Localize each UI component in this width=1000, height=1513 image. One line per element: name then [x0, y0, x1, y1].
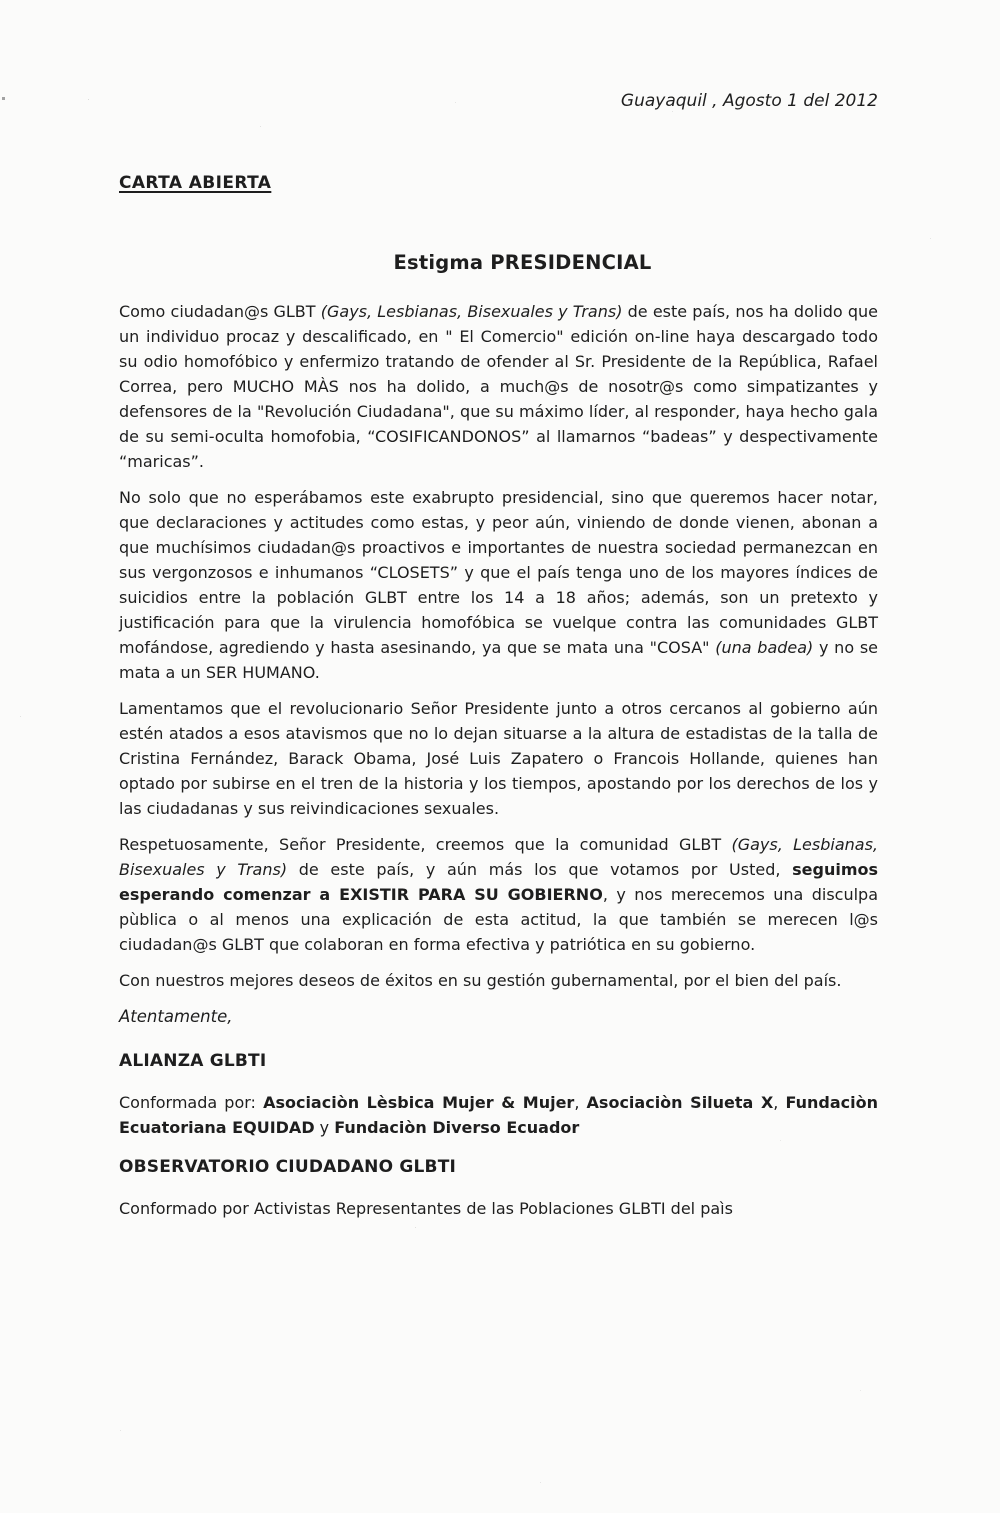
text-segment: Respetuosamente, Señor Presidente, creemos que la comunidad GLBT — [119, 835, 732, 854]
text-segment: Asociaciòn Lèsbica Mujer & Mujer — [263, 1093, 575, 1112]
letter-title: Estigma PRESIDENCIAL — [393, 251, 652, 274]
text-segment: Asociaciòn Silueta X — [586, 1093, 774, 1112]
signature-org-alianza-members — [119, 1090, 878, 1140]
date-line: Guayaquil , Agosto 1 del 2012 — [620, 91, 878, 111]
text-segment: Como ciudadan@s GLBT — [119, 302, 321, 321]
text-segment: Lamentamos que el revolucionario Señor Presidente junto a otros cercanos al gobierno aún estén atados a esos atavismos que no lo dejan situarse a la altura de estadistas de la talla de Cristina Fernández, Barack Obama, José Luis Zapatero o Francois Hollande, quienes han optado por subirse en el tren de la historia y los tiempos, apostando por los derechos de los y las ciudadanas y sus reivindicaciones sexuales. — [119, 699, 878, 818]
signature-org-alianza: ALIANZA GLBTI — [119, 1051, 267, 1071]
closing-salutation: Atentamente, — [119, 1007, 233, 1026]
paragraph-1 — [119, 299, 878, 474]
text-segment: , — [574, 1093, 587, 1112]
text-segment: (una badea) — [715, 638, 814, 657]
paragraph-2 — [119, 485, 878, 685]
paragraph-3 — [119, 696, 878, 821]
letter-heading-text: CARTA ABIERTA — [119, 173, 272, 193]
text-segment: y no se mata a un SER HUMANO. — [119, 638, 878, 682]
text-segment: , — [773, 1093, 786, 1112]
signature-org-observatorio-members — [119, 1196, 878, 1221]
text-segment: Fundaciòn Diverso Ecuador — [334, 1118, 580, 1137]
text-segment: Conformado por Activistas Representantes de las Poblaciones GLBTI del paìs — [119, 1199, 733, 1218]
text-segment: seguimos esperando comenzar a EXISTIR PARA SU GOBIERNO — [119, 860, 879, 904]
text-segment: Con nuestros mejores deseos de éxitos en su gestión gubernamental, por el bien del país. — [119, 971, 842, 990]
letter-heading — [119, 173, 878, 193]
text-segment: Conformada por: — [119, 1093, 264, 1112]
text-segment: de este país, nos ha dolido que un individuo procaz y descalificado, en " El Comercio" edición on-line haya descargado todo su odio homofóbico y enfermizo tratando de ofender al Sr. Presidente de la República, Rafael Correa, pero MUCHO MÀS nos ha dolido, a much@s de nosotr@s como simpatizantes y defensores de la "Revolución Ciudadana", que su máximo líder, al responder, haya hecho gala de su semi-oculta homofobia, “COSIFICANDONOS” al llamarnos “badeas” y despectivamente “maricas”. — [119, 302, 879, 471]
text-segment: y — [314, 1118, 335, 1137]
text-segment: (Gays, Lesbianas, Bisexuales y Trans) — [119, 835, 879, 879]
text-segment: de este país, y aún más los que votamos por Usted, — [287, 860, 793, 879]
signature-org-observatorio: OBSERVATORIO CIUDADANO GLBTI — [119, 1157, 457, 1177]
paragraph-5 — [119, 968, 878, 993]
text-segment: (Gays, Lesbianas, Bisexuales y Trans) — [320, 302, 623, 321]
text-segment: No solo que no esperábamos este exabrupto presidencial, sino que queremos hacer notar, que declaraciones y actitudes como estas, y peor aún, viniendo de donde vienen, abonan a que muchísimos ciudadan@s proactivos e importantes de nuestra sociedad permanezcan en sus vergonzosos e inhumanos “CLOSETS” y que el país tenga uno de los mayores índices de suicidios entre la población GLBT entre los 14 a 18 años; además, son un pretexto y justificación para que la virulencia homofóbica se vuelque contra las comunidades GLBT mofándose, agrediendo y hasta asesinando, ya que se mata una "COSA" — [119, 488, 878, 657]
scanned-letter-page — [0, 90, 1000, 1221]
paragraph-4 — [119, 832, 878, 957]
text-segment: , y nos merecemos una disculpa pùblica o al menos una explicación de esta actitud, la que también se merecen l@s ciudadan@s GLBT que colaboran en forma efectiva y patriótica en su gobierno. — [119, 885, 879, 954]
text-segment: Fundaciòn Ecuatoriana EQUIDAD — [119, 1093, 879, 1137]
